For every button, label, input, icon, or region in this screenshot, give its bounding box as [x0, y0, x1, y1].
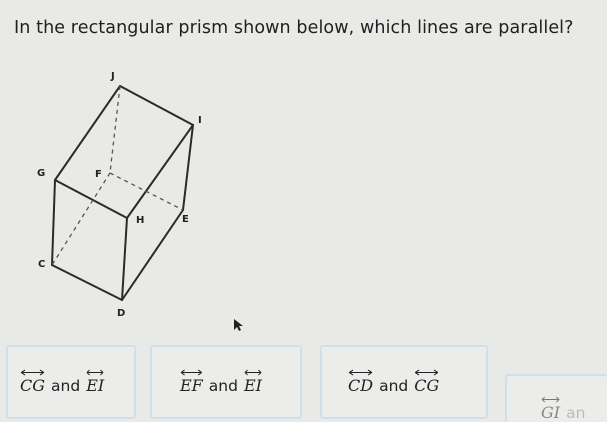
- edge-JI: [120, 86, 193, 125]
- double-arrow-icon: [414, 369, 439, 376]
- double-arrow-icon: [20, 369, 45, 376]
- line-name: EI: [243, 376, 262, 395]
- answer-choice-1[interactable]: [6, 345, 136, 419]
- vertex-label-F: F: [95, 169, 102, 180]
- line-name: GI: [541, 403, 561, 422]
- double-arrow-icon: [541, 396, 560, 403]
- edge-CD: [52, 265, 122, 300]
- double-arrow-icon: [244, 369, 262, 376]
- edge-FC: [52, 173, 110, 265]
- line-name: CD: [348, 376, 374, 395]
- edge-FE: [110, 173, 183, 210]
- answer-choice-3[interactable]: [320, 345, 488, 419]
- line-notation: [86, 369, 104, 395]
- connector-text: an: [566, 404, 586, 422]
- vertex-label-H: H: [136, 215, 145, 226]
- line-notation: [348, 369, 373, 395]
- line-notation: [414, 369, 439, 395]
- vertex-label-D: D: [117, 308, 126, 319]
- double-arrow-icon: [86, 369, 104, 376]
- edge-DE: [122, 210, 183, 300]
- vertex-label-G: G: [37, 168, 46, 179]
- double-arrow-icon: [348, 369, 373, 376]
- line-name: EF: [180, 376, 203, 395]
- answer-choice-4[interactable]: [505, 374, 607, 422]
- edge-GH: [55, 180, 127, 218]
- vertex-label-J: J: [111, 71, 115, 82]
- edge-GC: [52, 180, 55, 265]
- connector-text: and: [208, 377, 238, 395]
- vertex-label-I: I: [198, 115, 202, 126]
- question-text: In the rectangular prism shown below, which lines are parallel?: [14, 18, 574, 38]
- answer-choice-2[interactable]: [150, 345, 302, 419]
- vertex-label-C: C: [38, 259, 46, 270]
- line-name: CG: [20, 376, 46, 395]
- line-notation: [180, 369, 203, 395]
- rectangular-prism-figure: [0, 55, 240, 325]
- line-notation: [541, 396, 560, 422]
- mouse-cursor-icon: [233, 318, 245, 332]
- line-notation: [244, 369, 262, 395]
- double-arrow-icon: [180, 369, 203, 376]
- connector-text: and: [51, 377, 81, 395]
- line-notation: [20, 369, 45, 395]
- line-name: EI: [86, 376, 105, 395]
- line-name: CG: [414, 376, 440, 395]
- edge-HD: [122, 218, 127, 300]
- connector-text: and: [379, 377, 409, 395]
- vertex-label-E: E: [182, 214, 189, 225]
